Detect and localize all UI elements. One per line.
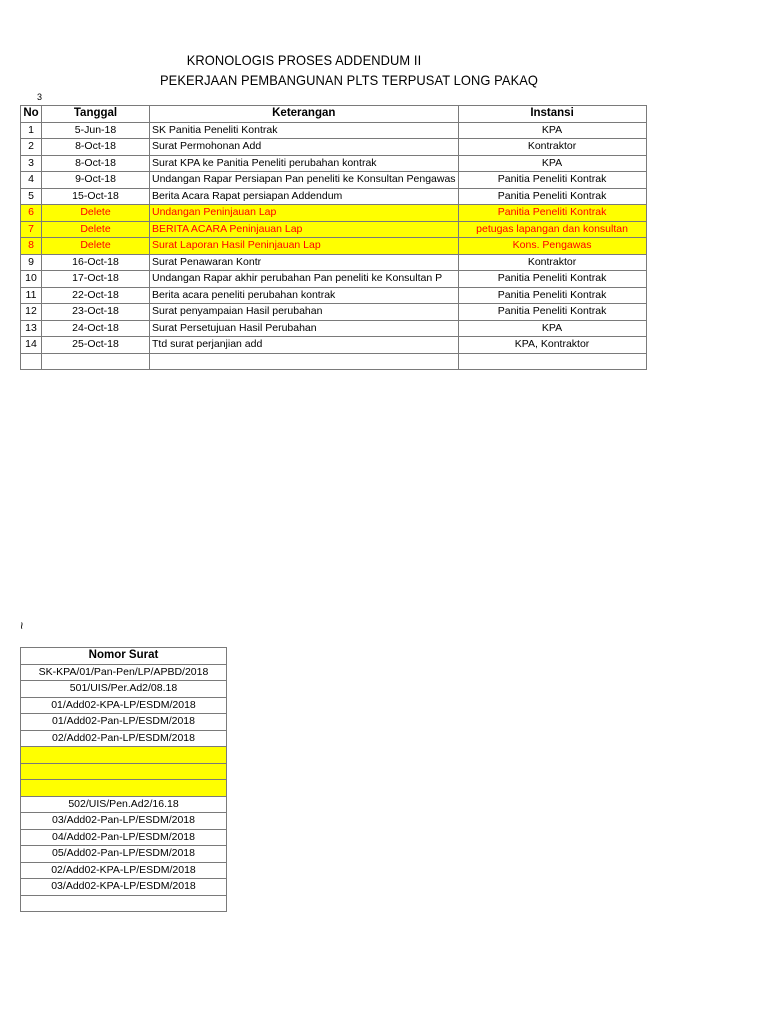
cell-instansi: Panitia Peneliti Kontrak	[458, 287, 646, 304]
cell-tanggal: Delete	[42, 238, 150, 255]
table-row	[21, 747, 227, 764]
cell-instansi: Panitia Peneliti Kontrak	[458, 188, 646, 205]
cell-nomor-surat: 01/Add02-Pan-LP/ESDM/2018	[21, 714, 227, 731]
cell-no: 2	[21, 139, 42, 156]
table-row	[21, 353, 647, 370]
table-header-row	[21, 106, 647, 123]
cell-keterangan: Undangan Rapar akhir perubahan Pan peneliti ke Konsultan P	[150, 271, 459, 288]
cell-nomor-surat	[21, 763, 227, 780]
cell-no: 12	[21, 304, 42, 321]
cell-nomor-surat: 03/Add02-Pan-LP/ESDM/2018	[21, 813, 227, 830]
table-row	[21, 846, 227, 863]
table-row	[21, 287, 647, 304]
cell-tanggal: 8-Oct-18	[42, 155, 150, 172]
cell-instansi: Kontraktor	[458, 139, 646, 156]
nomor-surat-table	[20, 647, 227, 912]
cell-nomor-surat: 502/UIS/Pen.Ad2/16.18	[21, 796, 227, 813]
cell-tanggal: 24-Oct-18	[42, 320, 150, 337]
nomor-surat-table-body	[21, 664, 227, 912]
cell-instansi: Panitia Peneliti Kontrak	[458, 172, 646, 189]
header-tanggal: Tanggal	[42, 106, 150, 123]
cell-nomor-surat	[21, 780, 227, 797]
table-row	[21, 337, 647, 354]
table-row	[21, 271, 647, 288]
cell-instansi: petugas lapangan dan konsultan	[458, 221, 646, 238]
table-row	[21, 730, 227, 747]
cell-keterangan	[150, 353, 459, 370]
table-row	[21, 879, 227, 896]
table-row	[21, 221, 647, 238]
document-subtitle: PEKERJAAN PEMBANGUNAN PLTS TERPUSAT LONG PAKAQ	[159, 72, 539, 88]
cell-nomor-surat: 02/Add02-Pan-LP/ESDM/2018	[21, 730, 227, 747]
column-marker: 3	[37, 92, 43, 102]
table-row	[21, 205, 647, 222]
cell-tanggal: 8-Oct-18	[42, 139, 150, 156]
cell-nomor-surat	[21, 895, 227, 912]
table-header-row	[21, 648, 227, 665]
document-title: KRONOLOGIS PROSES ADDENDUM II	[186, 52, 422, 68]
table-row	[21, 139, 647, 156]
cell-nomor-surat: 05/Add02-Pan-LP/ESDM/2018	[21, 846, 227, 863]
cell-keterangan: Undangan Rapar Persiapan Pan peneliti ke Konsultan Pengawas	[150, 172, 459, 189]
cell-instansi: Panitia Peneliti Kontrak	[458, 205, 646, 222]
table-row	[21, 796, 227, 813]
cell-no: 1	[21, 122, 42, 139]
cell-no	[21, 353, 42, 370]
cell-instansi: KPA	[458, 122, 646, 139]
table-row	[21, 238, 647, 255]
cell-instansi: KPA	[458, 320, 646, 337]
cell-no: 9	[21, 254, 42, 271]
cell-instansi: KPA	[458, 155, 646, 172]
table-row	[21, 697, 227, 714]
cell-tanggal: 22-Oct-18	[42, 287, 150, 304]
cell-no: 6	[21, 205, 42, 222]
cell-tanggal: 25-Oct-18	[42, 337, 150, 354]
cell-tanggal: 16-Oct-18	[42, 254, 150, 271]
table-row	[21, 172, 647, 189]
cell-keterangan: Surat Persetujuan Hasil Perubahan	[150, 320, 459, 337]
cell-keterangan: Surat Penawaran Kontr	[150, 254, 459, 271]
cell-tanggal	[42, 353, 150, 370]
cell-nomor-surat: 01/Add02-KPA-LP/ESDM/2018	[21, 697, 227, 714]
cell-nomor-surat: 03/Add02-KPA-LP/ESDM/2018	[21, 879, 227, 896]
cell-keterangan: Surat Laporan Hasil Peninjauan Lap	[150, 238, 459, 255]
cell-keterangan: Berita Acara Rapat persiapan Addendum	[150, 188, 459, 205]
header-no: No	[21, 106, 42, 123]
cell-instansi: Panitia Peneliti Kontrak	[458, 304, 646, 321]
table-row	[21, 188, 647, 205]
table-row	[21, 780, 227, 797]
table-row	[21, 681, 227, 698]
table-row	[21, 254, 647, 271]
cell-nomor-surat: SK-KPA/01/Pan-Pen/LP/APBD/2018	[21, 664, 227, 681]
cell-no: 14	[21, 337, 42, 354]
cell-no: 8	[21, 238, 42, 255]
table-row	[21, 829, 227, 846]
cell-no: 13	[21, 320, 42, 337]
cell-keterangan: BERITA ACARA Peninjauan Lap	[150, 221, 459, 238]
table-row	[21, 320, 647, 337]
table-row	[21, 714, 227, 731]
cell-tanggal: 17-Oct-18	[42, 271, 150, 288]
cell-tanggal: 5-Jun-18	[42, 122, 150, 139]
cell-no: 10	[21, 271, 42, 288]
cell-no: 11	[21, 287, 42, 304]
table-row	[21, 895, 227, 912]
cell-tanggal: 9-Oct-18	[42, 172, 150, 189]
cell-keterangan: Undangan Peninjauan Lap	[150, 205, 459, 222]
cell-keterangan: Surat KPA ke Panitia Peneliti perubahan kontrak	[150, 155, 459, 172]
cell-keterangan: Berita acara peneliti perubahan kontrak	[150, 287, 459, 304]
stray-character: ~	[14, 621, 30, 630]
cell-instansi: Panitia Peneliti Kontrak	[458, 271, 646, 288]
header-keterangan: Keterangan	[150, 106, 459, 123]
cell-no: 7	[21, 221, 42, 238]
cell-nomor-surat: 04/Add02-Pan-LP/ESDM/2018	[21, 829, 227, 846]
table-row	[21, 155, 647, 172]
cell-keterangan: SK Panitia Peneliti Kontrak	[150, 122, 459, 139]
cell-tanggal: 15-Oct-18	[42, 188, 150, 205]
cell-keterangan: Ttd surat perjanjian add	[150, 337, 459, 354]
cell-keterangan: Surat Permohonan Add	[150, 139, 459, 156]
cell-tanggal: Delete	[42, 205, 150, 222]
cell-instansi: Kontraktor	[458, 254, 646, 271]
table-row	[21, 862, 227, 879]
header-instansi: Instansi	[458, 106, 646, 123]
kronologis-table	[20, 105, 647, 370]
table-row	[21, 304, 647, 321]
cell-nomor-surat: 501/UIS/Per.Ad2/08.18	[21, 681, 227, 698]
table-row	[21, 813, 227, 830]
cell-instansi: Kons. Pengawas	[458, 238, 646, 255]
cell-no: 3	[21, 155, 42, 172]
kronologis-table-body	[21, 122, 647, 370]
cell-tanggal: Delete	[42, 221, 150, 238]
table-row	[21, 664, 227, 681]
cell-no: 5	[21, 188, 42, 205]
cell-tanggal: 23-Oct-18	[42, 304, 150, 321]
table-row	[21, 763, 227, 780]
table-row	[21, 122, 647, 139]
cell-keterangan: Surat penyampaian Hasil perubahan	[150, 304, 459, 321]
cell-nomor-surat: 02/Add02-KPA-LP/ESDM/2018	[21, 862, 227, 879]
cell-nomor-surat	[21, 747, 227, 764]
cell-instansi	[458, 353, 646, 370]
cell-instansi: KPA, Kontraktor	[458, 337, 646, 354]
header-nomor-surat: Nomor Surat	[21, 648, 227, 665]
cell-no: 4	[21, 172, 42, 189]
